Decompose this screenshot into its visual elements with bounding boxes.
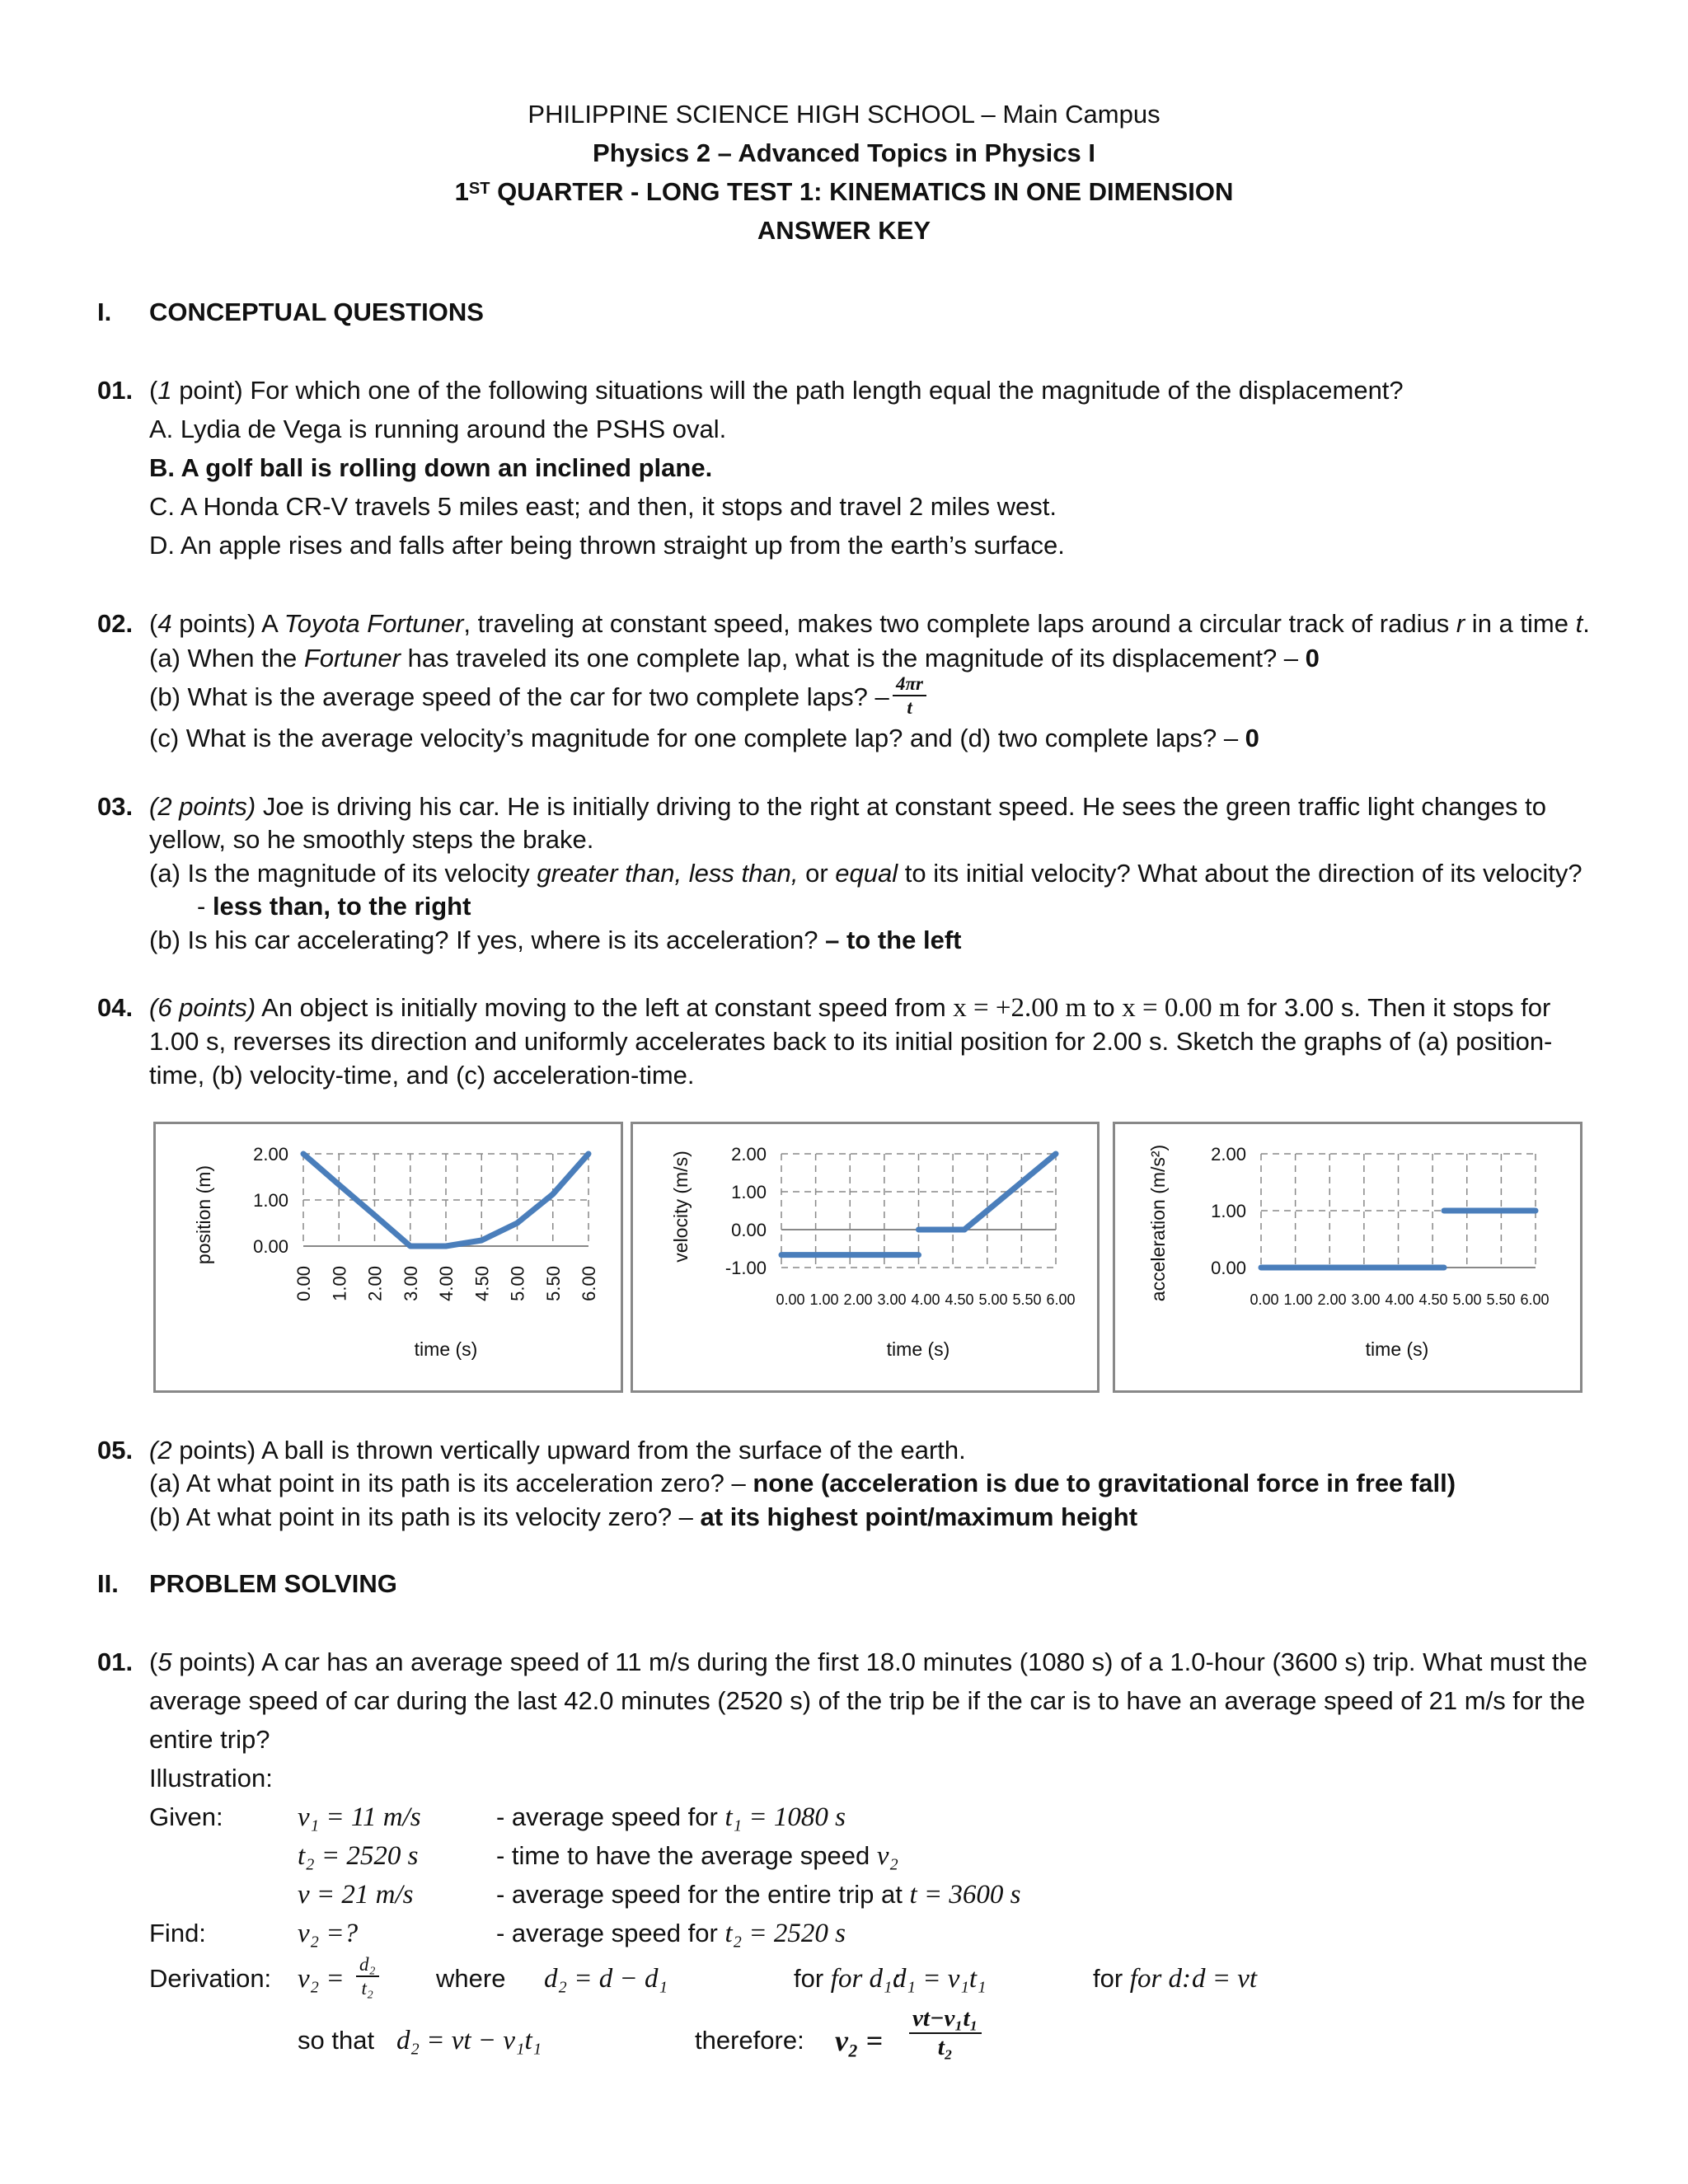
- x-tick-label: 0.00: [293, 1266, 314, 1301]
- q01-number: 01.: [97, 376, 134, 405]
- q05-line3: (b) At what point in its path is its velocity zero? – at its highest point/maximum height: [149, 1502, 1138, 1531]
- answer-key-label: ANSWER KEY: [757, 216, 931, 245]
- find-desc: - average speed for t₂ = 2520 s: [496, 1919, 846, 1948]
- position-time-chart: [153, 1122, 623, 1393]
- section-1-title: CONCEPTUAL QUESTIONS: [149, 298, 484, 326]
- x-tick-label: 0.00: [1250, 1291, 1279, 1308]
- x-tick-label: 6.00: [1520, 1291, 1550, 1308]
- sothat-eq: d₂ = vt − v₁t₁: [396, 2026, 542, 2055]
- section-1-roman: I.: [97, 298, 112, 326]
- x-tick-label: 6.00: [1046, 1291, 1076, 1308]
- x-tick-label: 5.50: [1486, 1291, 1516, 1308]
- for-d1-eq: d₁ = v₁t₁: [893, 1964, 987, 1994]
- q05-number: 05.: [97, 1436, 134, 1465]
- p01-line1: (5 points) A car has an average speed of 11 m/s during the first 18.0 minutes (1080 s) of a 1.0-hour (3600 s) trip. What must the: [149, 1647, 1587, 1676]
- derivation-label: Derivation:: [149, 1964, 272, 1993]
- p01-line3: entire trip?: [149, 1725, 270, 1754]
- derivation-fraction: $\frac{\text{d₂}}{\text{t₂}}$: [356, 1953, 379, 1999]
- q04-line1: (6 points) An object is initially moving to the left at constant speed from x = +2.00 m to x = 0.00 m for 3.00 s. Then it stops for: [149, 993, 1551, 1023]
- given-t2-desc: - time to have the average speed v₂: [496, 1841, 898, 1871]
- x-tick-label: 2.00: [364, 1266, 386, 1301]
- x-tick-label: 3.00: [400, 1266, 421, 1301]
- section-2-roman: II.: [97, 1569, 119, 1598]
- x-tick-label: 5.50: [1012, 1291, 1042, 1308]
- where-label: where: [436, 1964, 506, 1993]
- final-lhs: v₂ =: [835, 2024, 884, 2057]
- y-tick-label: 2.00: [731, 1144, 767, 1165]
- x-tick-label: 1.00: [1283, 1291, 1313, 1308]
- q04-line2: 1.00 s, reverses its direction and uniformly accelerates back to its initial position for 2.00 s. Sketch the graphs of (a) position-: [149, 1027, 1553, 1056]
- q04-line3: time, (b) velocity-time, and (c) acceleration-time.: [149, 1061, 695, 1090]
- y-tick-label: 0.00: [731, 1220, 767, 1240]
- section-2-title: PROBLEM SOLVING: [149, 1569, 397, 1598]
- q01-choice-d: D. An apple rises and falls after being thrown straight up from the earth’s surface.: [149, 531, 1065, 560]
- x-tick-label: 4.50: [471, 1266, 493, 1301]
- given-v: v = 21 m/s: [298, 1880, 414, 1910]
- x-tick-label: 5.00: [978, 1291, 1008, 1308]
- y-tick-label: 0.00: [1211, 1258, 1246, 1278]
- x-axis-title: time (s): [414, 1338, 478, 1360]
- x-tick-label: 1.00: [329, 1266, 350, 1301]
- q02-line1: (4 points) A Toyota Fortuner, traveling at constant speed, makes two complete laps around a circular track of radius r in a time t.: [149, 609, 1590, 638]
- y-tick-label: 1.00: [253, 1190, 288, 1211]
- y-tick-label: 0.00: [253, 1236, 288, 1257]
- x-tick-label: 4.50: [1418, 1291, 1448, 1308]
- given-v1: v₁ = 11 m/s: [298, 1802, 421, 1832]
- q04-number: 04.: [97, 993, 134, 1022]
- y-tick-label: 1.00: [1211, 1201, 1246, 1221]
- p01-line2: average speed of car during the last 42.0 minutes (2520 s) of the trip be if the car is to have an average speed of 21 m/s for the: [149, 1686, 1586, 1715]
- q03-line4: - less than, to the right: [197, 892, 471, 921]
- q05-line1: (2 points) A ball is thrown vertically upward from the surface of the earth.: [149, 1436, 966, 1465]
- q05-line2: (a) At what point in its path is its acceleration zero? – none (acceleration is due to gravitational force in free fall): [149, 1469, 1456, 1497]
- x-tick-label: 2.00: [1317, 1291, 1347, 1308]
- x-tick-label: 2.00: [843, 1291, 873, 1308]
- q02-line4: (c) What is the average velocity’s magnitude for one complete lap? and (d) two complete laps? – 0: [149, 724, 1259, 752]
- q01-choice-a: A. Lydia de Vega is running around the PSHS oval.: [149, 415, 727, 443]
- x-tick-label: 4.00: [436, 1266, 457, 1301]
- y-axis-title: velocity (m/s): [670, 1151, 692, 1263]
- q02-line3: (b) What is the average speed of the car for two complete laps? –: [149, 682, 889, 711]
- y-tick-label: 2.00: [253, 1144, 288, 1165]
- velocity-time-plot: [633, 1124, 1097, 1390]
- y-axis-title: acceleration (m/s²): [1147, 1144, 1169, 1302]
- p01-number: 01.: [97, 1647, 134, 1676]
- q02-answer-fraction: $\frac{4\pi r}{t}$: [893, 673, 926, 719]
- acceleration-time-chart: [1113, 1122, 1582, 1393]
- find-label: Find:: [149, 1919, 206, 1947]
- sothat-label: so that: [298, 2026, 375, 2055]
- x-tick-label: 5.00: [507, 1266, 528, 1301]
- q03-line1: (2 points) Joe is driving his car. He is initially driving to the right at constant speed. He sees the green traffic light changes to: [149, 792, 1546, 821]
- q03-line3: (a) Is the magnitude of its velocity greater than, less than, or equal to its initial velocity? What about the direction of its velocity?: [149, 859, 1582, 888]
- q03-line2: yellow, so he smoothly steps the brake.: [149, 825, 594, 854]
- x-tick-label: 5.50: [542, 1266, 564, 1301]
- q01-choice-b-answer: B. A golf ball is rolling down an inclined plane.: [149, 453, 713, 482]
- course-title: Physics 2 – Advanced Topics in Physics I: [593, 138, 1095, 167]
- q02-line2: (a) When the Fortuner has traveled its one complete lap, what is the magnitude of its displacement? – 0: [149, 644, 1320, 673]
- x-axis-title: time (s): [1365, 1338, 1429, 1360]
- position-time-plot: [156, 1124, 621, 1390]
- p01-illustration-label: Illustration:: [149, 1764, 273, 1793]
- x-tick-label: 5.00: [1452, 1291, 1482, 1308]
- q01-choice-c: C. A Honda CR-V travels 5 miles east; and then, it stops and travel 2 miles west.: [149, 492, 1057, 521]
- for-d1-label: for for d₁:: [794, 1964, 902, 1994]
- given-t2: t₂ = 2520 s: [298, 1841, 419, 1871]
- given-v-desc: - average speed for the entire trip at t = 3600 s: [496, 1880, 1021, 1910]
- x-tick-label: 4.50: [945, 1291, 974, 1308]
- y-tick-label: 2.00: [1211, 1144, 1246, 1165]
- derivation-lhs: v₂ =: [298, 1964, 345, 1994]
- x-tick-label: 0.00: [776, 1291, 805, 1308]
- x-tick-label: 1.00: [809, 1291, 839, 1308]
- q02-number: 02.: [97, 609, 134, 638]
- y-tick-label: -1.00: [724, 1258, 767, 1278]
- x-tick-label: 4.00: [1385, 1291, 1414, 1308]
- therefore-label: therefore:: [695, 2026, 804, 2055]
- x-tick-label: 6.00: [579, 1266, 599, 1301]
- y-axis-title: position (m): [193, 1165, 214, 1265]
- q03-number: 03.: [97, 792, 134, 821]
- given-label: Given:: [149, 1802, 223, 1831]
- acceleration-time-plot: [1115, 1124, 1580, 1390]
- q01-text: (1 point) For which one of the following situations will the path length equal the magnitude of the displacement?: [149, 376, 1404, 405]
- for-d-label: for for d:: [1093, 1964, 1192, 1994]
- velocity-time-chart: [631, 1122, 1100, 1393]
- x-tick-label: 3.00: [1351, 1291, 1381, 1308]
- y-tick-label: 1.00: [731, 1182, 767, 1202]
- x-tick-label: 4.00: [911, 1291, 940, 1308]
- q03-line5: (b) Is his car accelerating? If yes, where is its acceleration? – to the left: [149, 926, 962, 954]
- x-tick-label: 3.00: [877, 1291, 907, 1308]
- for-d-eq: d = vt: [1192, 1964, 1258, 1994]
- where-eq: d₂ = d − d₁: [544, 1964, 668, 1994]
- given-v1-desc: - average speed for t₁ = 1080 s: [496, 1802, 846, 1832]
- final-fraction: $\frac{\text{vt−v₁t₁}}{\text{t₂}}$: [909, 2005, 982, 2061]
- exam-title: 1ST QUARTER - LONG TEST 1: KINEMATICS IN ONE DIMENSION: [454, 177, 1234, 206]
- school-name: PHILIPPINE SCIENCE HIGH SCHOOL – Main Campus: [528, 100, 1160, 129]
- find-eq: v₂ =?: [298, 1919, 359, 1948]
- x-axis-title: time (s): [886, 1338, 950, 1360]
